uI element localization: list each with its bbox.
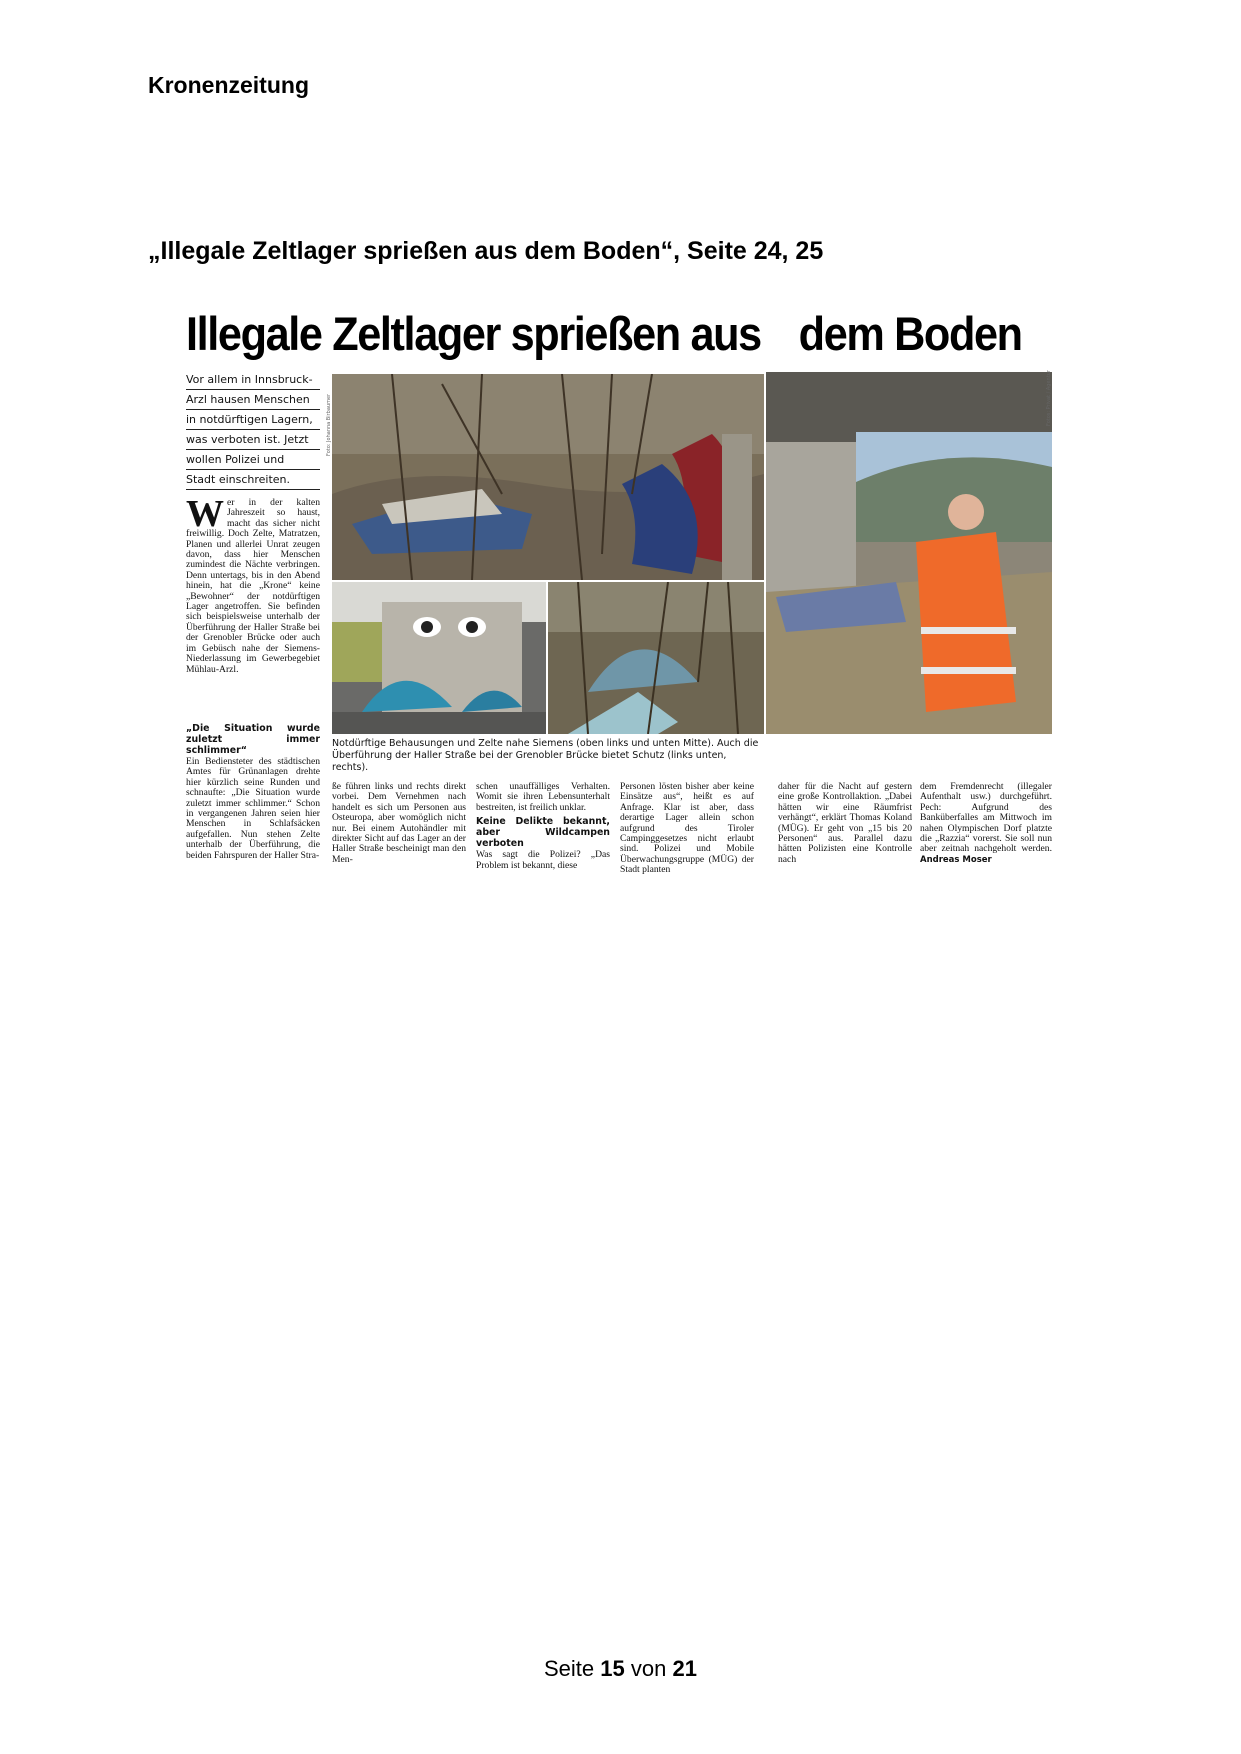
headline-part2: dem Boden xyxy=(798,307,1022,360)
article-column-3 xyxy=(476,782,610,888)
headline-part1: Illegale Zeltlager sprießen aus xyxy=(186,307,761,360)
lead-line: wollen Polizei und xyxy=(186,450,320,470)
footer-total-pages: 21 xyxy=(672,1656,697,1681)
lead-line: Arzl hausen Menschen xyxy=(186,390,320,410)
footer-current-page: 15 xyxy=(600,1656,625,1681)
column-1-text: er in der kalten Jahreszeit so haust, macht das sicher nicht freiwillig. Doch Zelte, Matratzen, Planen und allerlei Unrat zeugen davon, dass hier Menschen zumindest die Nächte verbringen. Denn untertags, bis in den Abend hinein, hat die „Krone“ keine „Bewohner“ der notdürftigen Lager angetroffen. Sie befinden sich beispielsweise unterhalb der Überführung der Haller Straße bei der Grenobler Brücke oder auch im Gebüsch nahe der Siemens-Niederlassung im Gewerbegebiet Mühlau-Arzl. xyxy=(186,498,320,675)
photo-credit-left: Foto: Johanna Birbaumer xyxy=(326,393,332,456)
column-5-text: daher für die Nacht auf gestern eine große Kontrollaktion. „Dabei hätten wir eine Räumfrist verhängt“, erklärt Thomas Koland (MÜG). Er geht von „15 bis 20 Personen“ aus. Parallel dazu hätten Polizisten eine Kontrolle nach xyxy=(778,782,912,865)
photo-worker-underpass xyxy=(766,372,1052,734)
lead-line: was verboten ist. Jetzt xyxy=(186,430,320,450)
publisher-name: Kronenzeitung xyxy=(148,72,309,98)
newspaper-clipping xyxy=(186,306,1052,888)
column-1-text-2: Ein Bediensteter des städtischen Amtes für Grünanlagen drehte hier kürzlich seine Runden und schnaufte: „Die Situation wurde zuletzt immer schlimmer.“ Schon in vergangenen Jahren seien hier Menschen in Schlafsäcken aufgefallen. Nun stehen Zelte unterhalb der Überführung, die beiden Fahrspuren der Haller Stra- xyxy=(186,756,320,861)
column-3-text: schen unauffälliges Verhalten. Womit sie ihren Lebensunterhalt bestreiten, ist freilich unklar. xyxy=(476,782,610,813)
photo-credit-right: Fotos: Privat / Agentur xyxy=(1046,370,1052,426)
document-title: „Illegale Zeltlager sprießen aus dem Boden“, Seite 24, 25 xyxy=(148,237,824,265)
photo-camp-siemens xyxy=(332,374,764,580)
article-column-6 xyxy=(920,782,1052,888)
lead-line: in notdürftigen Lagern, xyxy=(186,410,320,430)
photo-caption: Notdürftige Behausungen und Zelte nahe Siemens (oben links und unten Mitte). Auch die Überführung der Haller Straße bei der Grenobler Brücke bietet Schutz (links unten, rechts). xyxy=(332,738,759,773)
article-column-2 xyxy=(332,782,466,888)
article-column-1b xyxy=(186,720,320,890)
footer-prefix: Seite xyxy=(544,1656,595,1681)
footer-middle: von xyxy=(630,1656,667,1681)
page-footer xyxy=(0,1656,1241,1682)
article-column-1 xyxy=(186,498,320,690)
column-4-text: Personen lösten bisher aber keine Einsätze aus“, heißt es auf Anfrage. Klar ist aber, dass derartige Lager allein schon aufgrund des Tiroler Campinggesetzes nicht erlaubt sind. Polizei und Mobile Überwachungsgruppe (MÜG) der Stadt planten xyxy=(620,782,754,876)
subhead-delikte: Keine Delikte bekannt, aber Wildcampen verboten xyxy=(476,816,610,850)
article-column-5 xyxy=(778,782,912,888)
lead-line: Vor allem in Innsbruck- xyxy=(186,370,320,390)
column-3-text-2: Was sagt die Polizei? „Das Problem ist bekannt, diese xyxy=(476,849,610,871)
dropcap: W xyxy=(186,498,224,535)
article-lead xyxy=(186,370,320,490)
column-6-text: dem Fremdenrecht (illegaler Aufenthalt usw.) durchgeführt. Pech: Aufgrund des Banküberfalles am Mittwoch im nahen Olympischen Dorf platzte die „Razzia“ vorerst. Sie soll nun aber zeitnah nachgeholt werden. xyxy=(920,782,1052,855)
column-2-text: ße führen links und rechts direkt vorbei. Dem Vernehmen nach handelt es sich um Personen aus Osteuropa, aber womöglich nicht nur. Bei einem Autohändler mit direkter Sicht auf das Lager an der Haller Straße bescheinigt man den Men- xyxy=(332,782,466,865)
article-column-4 xyxy=(620,782,754,888)
article-headline xyxy=(186,306,1022,366)
photo-tents-underpass xyxy=(332,582,546,734)
photo-tent-bushes xyxy=(548,582,764,734)
lead-line: Stadt einschreiten. xyxy=(186,470,320,490)
subhead-situation: „Die Situation wurde zuletzt immer schlimmer“ xyxy=(186,723,320,756)
article-byline: Andreas Moser xyxy=(920,854,992,865)
